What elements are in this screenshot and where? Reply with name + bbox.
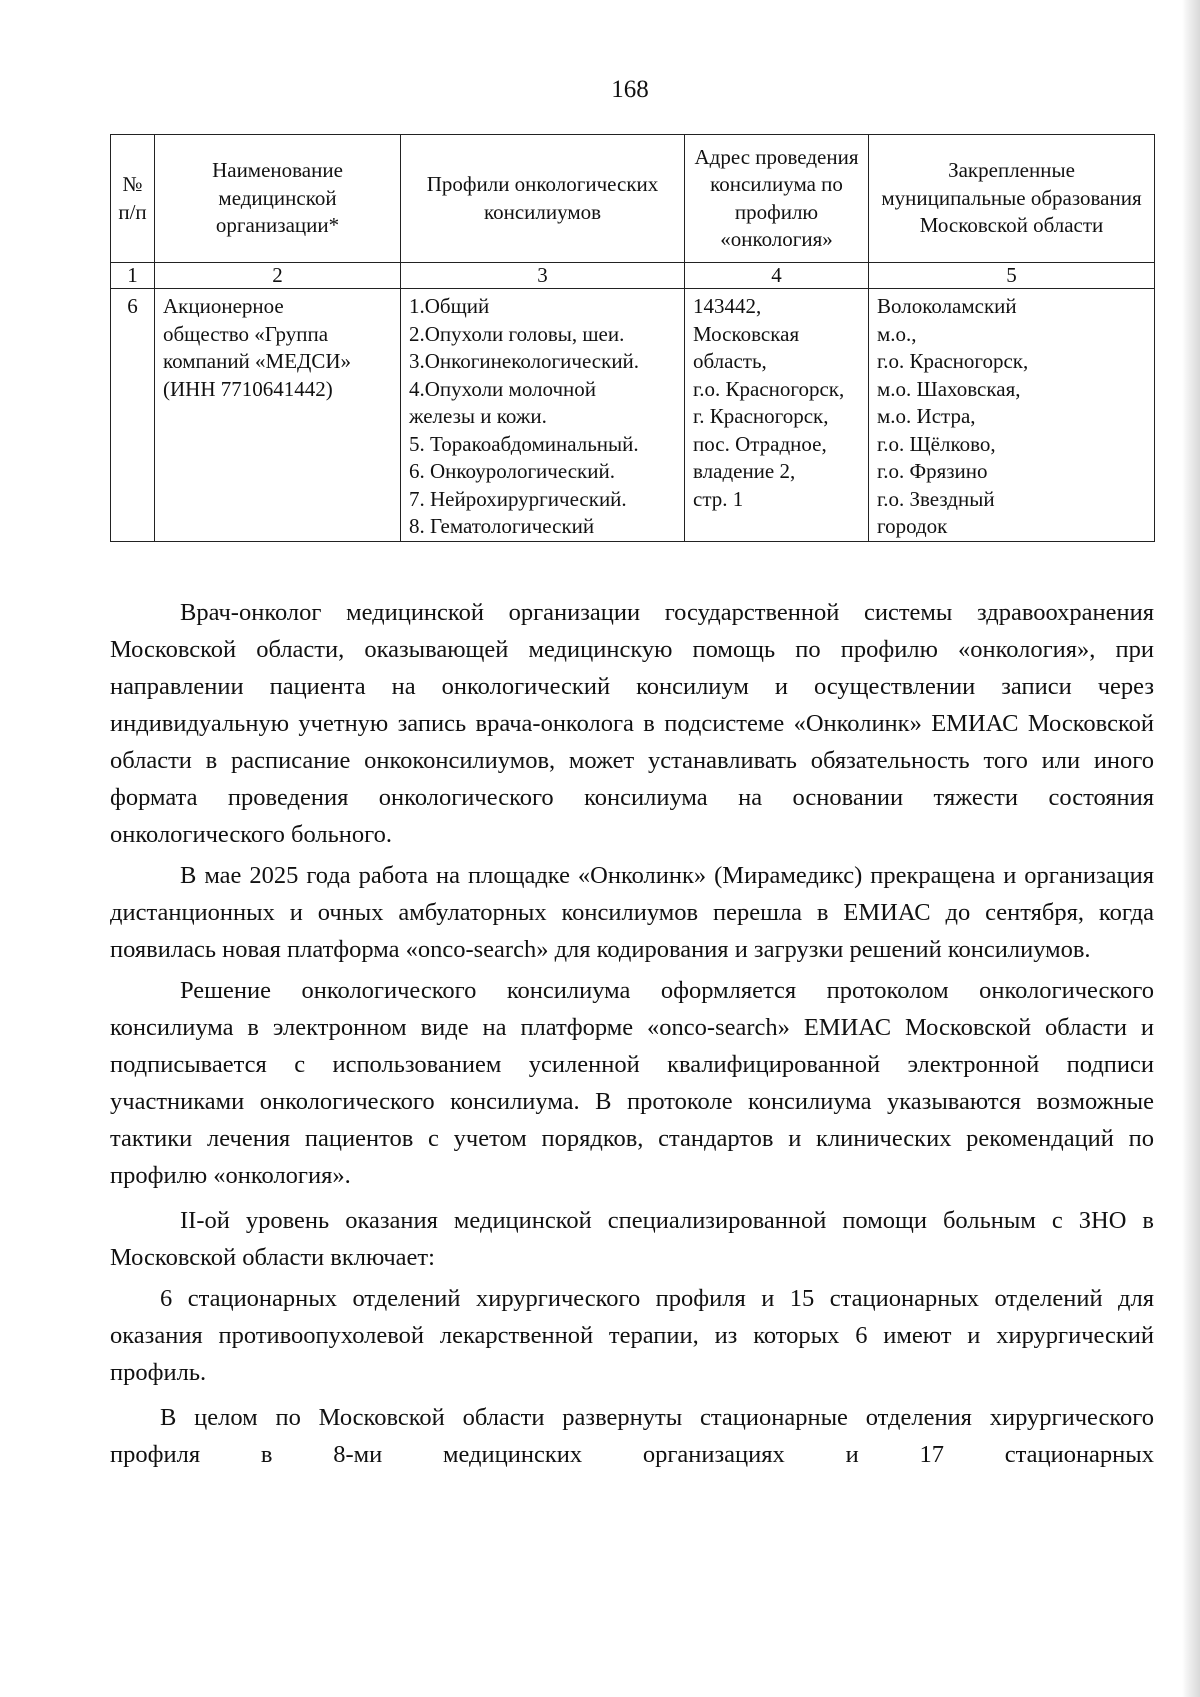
column-number: 2 bbox=[155, 263, 401, 289]
municipality-line: г.о. Щёлково, bbox=[877, 431, 996, 456]
organization-line: компаний «МЕДСИ» bbox=[163, 349, 352, 373]
municipality-line: м.о. Шаховская, bbox=[877, 376, 1021, 401]
profile-line: 2.Опухоли головы, шеи. bbox=[409, 321, 625, 346]
municipality-line: г.о. Фрязино bbox=[877, 459, 988, 483]
paragraph-second-level-care: II-ой уровень оказания медицинской специализированной помощи больным с ЗНО в Московской области включает: bbox=[110, 1207, 1154, 1271]
table-row bbox=[111, 289, 1155, 542]
header-index: № п/п bbox=[111, 135, 155, 263]
municipality-line: Волоколамский bbox=[877, 294, 1017, 318]
municipality-line: городок bbox=[877, 514, 948, 538]
header-address: Адрес проведения консилиума по профилю «онкология» bbox=[685, 135, 869, 263]
header-profiles: Профили онкологических консилиумов bbox=[401, 135, 685, 263]
address-line: 143442, bbox=[693, 294, 762, 318]
oncology-councils-table bbox=[110, 134, 1155, 542]
address-line: Московская bbox=[693, 321, 800, 346]
municipality-line: г.о. Звездный bbox=[877, 486, 995, 511]
column-number: 5 bbox=[869, 263, 1155, 289]
address-line: пос. Отрадное, bbox=[693, 431, 827, 456]
page-number: 168 bbox=[611, 76, 649, 103]
body-text bbox=[110, 594, 1154, 1473]
profiles-cell bbox=[401, 289, 685, 542]
scan-edge bbox=[1182, 0, 1200, 1697]
profile-line: 7. Нейрохирургический. bbox=[409, 486, 627, 511]
paragraph-oncologist-referral: Врач-онколог медицинской организации государственной системы здравоохранения Московской области, оказывающей медицинскую помощь по профилю «онкология», при направлении пациента на онкологический консилиум и осуществлении записи через индивидуальную учетную запись врача-онколога в подсистеме «Онколинк» ЕМИАС Московской области в расписание онкоконсилиумов, может устанавливать обязательность того или иного формата проведения онкологического консилиума на основании тяжести состояния онкологического больного. bbox=[110, 599, 1154, 848]
organization-cell bbox=[155, 289, 401, 542]
profile-line: 5. Торакоабдоминальный. bbox=[409, 431, 639, 456]
profile-line: железы и кожи. bbox=[409, 404, 547, 428]
profile-line: 4.Опухоли молочной bbox=[409, 376, 597, 401]
address-cell bbox=[685, 289, 869, 542]
header-organization: Наименование медицинской организации* bbox=[155, 135, 401, 263]
paragraph-inpatient-departments: 6 стационарных отделений хирургического профиля и 15 стационарных отделений для оказания противоопухолевой лекарственной терапии, из которых 6 имеют и хирургический профиль. bbox=[110, 1285, 1154, 1386]
municipality-line: м.о., bbox=[877, 321, 917, 346]
municipality-line: м.о. Истра, bbox=[877, 404, 976, 428]
column-number-row bbox=[111, 263, 1155, 289]
column-number: 4 bbox=[685, 263, 869, 289]
address-line: область, bbox=[693, 349, 767, 373]
paragraph-council-protocol: Решение онкологического консилиума оформляется протоколом онкологического консилиума в электронном виде на платформе «onco-search» ЕМИАС Московской области и подписывается с использованием усиленной квалифицированной электронной подписи участниками онкологического консилиума. В протоколе консилиума указываются возможные тактики лечения пациентов с учетом порядков, стандартов и клинических рекомендаций по профилю «онкология». bbox=[110, 977, 1154, 1189]
profile-line: 8. Гематологический bbox=[409, 514, 595, 538]
profile-line: 6. Онкоурологический. bbox=[409, 459, 615, 483]
municipality-line: г.о. Красногорск, bbox=[877, 349, 1029, 373]
column-number: 1 bbox=[111, 263, 155, 289]
table-header-row bbox=[111, 135, 1155, 263]
organization-line: (ИНН 7710641442) bbox=[163, 376, 333, 401]
profile-line: 1.Общий bbox=[409, 294, 490, 318]
paragraph-overall-deployment: В целом по Московской области развернуты стационарные отделения хирургического профиля в 8-ми медицинских организациях и 17 стационарных bbox=[110, 1404, 1154, 1468]
row-index: 6 bbox=[111, 289, 155, 542]
column-number: 3 bbox=[401, 263, 685, 289]
municipalities-cell bbox=[869, 289, 1155, 542]
profile-line: 3.Онкогинекологический. bbox=[409, 349, 640, 373]
address-line: владение 2, bbox=[693, 459, 796, 483]
address-line: г. Красногорск, bbox=[693, 404, 829, 428]
paragraph-platform-migration: В мае 2025 года работа на площадке «Онколинк» (Мирамедикс) прекращена и организация дистанционных и очных амбулаторных консилиумов перешла в ЕМИАС до сентября, когда появилась новая платформа «onco-search» для кодирования и загрузки решений консилиумов. bbox=[110, 862, 1154, 963]
address-line: г.о. Красногорск, bbox=[693, 376, 845, 401]
organization-line: Акционерное bbox=[163, 294, 284, 318]
header-municipalities: Закрепленные муниципальные образования Московской области bbox=[869, 135, 1155, 263]
address-line: стр. 1 bbox=[693, 486, 744, 511]
organization-line: общество «Группа bbox=[163, 321, 329, 346]
